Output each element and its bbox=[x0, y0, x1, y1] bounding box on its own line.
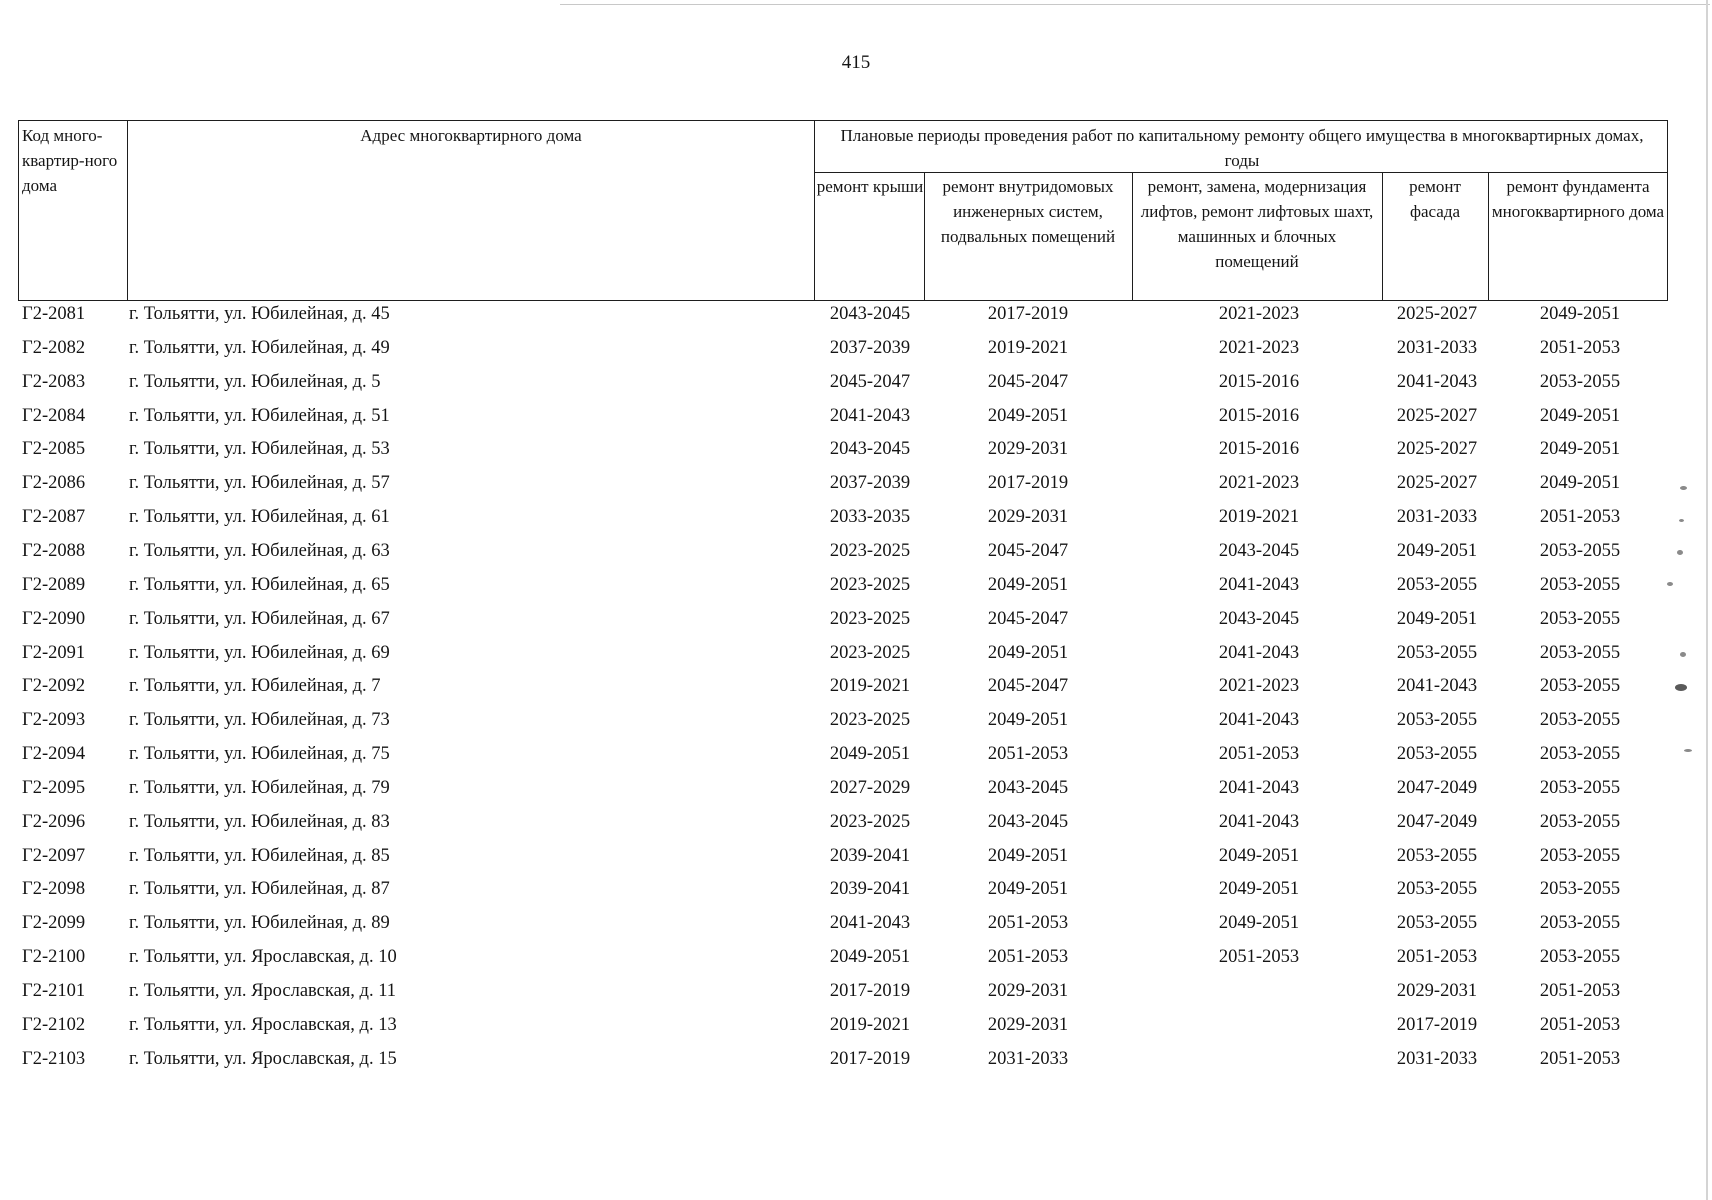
cell-facade: 2041-2043 bbox=[1396, 676, 1478, 697]
table-row bbox=[0, 541, 1712, 575]
cell-roof: 2043-2045 bbox=[829, 439, 911, 460]
cell-address: г. Тольятти, ул. Юбилейная, д. 89 bbox=[129, 913, 390, 934]
cell-lifts: 2041-2043 bbox=[1218, 710, 1300, 731]
cell-roof: 2019-2021 bbox=[829, 1014, 911, 1035]
cell-facade: 2031-2033 bbox=[1396, 337, 1478, 358]
table-row bbox=[0, 1049, 1712, 1083]
cell-address: г. Тольятти, ул. Юбилейная, д. 63 bbox=[129, 540, 390, 561]
cell-lifts: 2041-2043 bbox=[1218, 811, 1300, 832]
header-foundation: ремонт фундамента многоквартирного дома bbox=[1491, 177, 1665, 221]
cell-foundation: 2051-2053 bbox=[1539, 1014, 1621, 1035]
cell-code: Г2-2100 bbox=[22, 947, 86, 968]
header-address: Адрес многоквартирного дома bbox=[360, 126, 582, 145]
cell-foundation: 2051-2053 bbox=[1539, 981, 1621, 1001]
cell-systems: 2029-2031 bbox=[987, 439, 1069, 460]
table-border bbox=[814, 120, 815, 301]
header-lifts: ремонт, замена, модернизация лифтов, ремонт лифтовых шахт, машинных и блочных помещений bbox=[1140, 177, 1374, 271]
cell-code: Г2-2099 bbox=[22, 913, 86, 934]
cell-systems: 2031-2033 bbox=[987, 1048, 1069, 1069]
table-row bbox=[0, 947, 1712, 981]
cell-code: Г2-2095 bbox=[22, 777, 86, 798]
scan-speck bbox=[1667, 582, 1673, 586]
cell-systems: 2045-2047 bbox=[987, 540, 1069, 561]
cell-systems: 2049-2051 bbox=[987, 642, 1069, 663]
cell-facade: 2047-2049 bbox=[1396, 811, 1478, 832]
cell-roof: 2045-2047 bbox=[829, 371, 911, 392]
cell-address: г. Тольятти, ул. Юбилейная, д. 65 bbox=[129, 574, 390, 595]
cell-facade: 2029-2031 bbox=[1396, 981, 1478, 1001]
scan-speck bbox=[1675, 684, 1687, 691]
cell-systems: 2049-2051 bbox=[987, 845, 1069, 866]
scan-speck bbox=[1680, 652, 1686, 657]
table-row bbox=[0, 846, 1712, 880]
header-code: Код много-квартир-ного дома bbox=[22, 126, 118, 195]
cell-lifts: 2015-2016 bbox=[1218, 405, 1300, 426]
scan-speck bbox=[1679, 519, 1684, 522]
table-border bbox=[18, 120, 19, 301]
cell-code: Г2-2091 bbox=[22, 642, 86, 663]
cell-facade: 2049-2051 bbox=[1396, 540, 1478, 561]
cell-lifts: 2051-2053 bbox=[1218, 744, 1300, 765]
cell-roof: 2041-2043 bbox=[829, 405, 911, 426]
table-border bbox=[1132, 172, 1133, 301]
cell-code: Г2-2081 bbox=[22, 304, 86, 324]
cell-code: Г2-2103 bbox=[22, 1048, 86, 1069]
cell-roof: 2023-2025 bbox=[829, 710, 911, 731]
cell-lifts: 2043-2045 bbox=[1218, 540, 1300, 561]
cell-code: Г2-2096 bbox=[22, 811, 86, 832]
cell-roof: 2039-2041 bbox=[829, 845, 911, 866]
cell-facade: 2031-2033 bbox=[1396, 507, 1478, 528]
cell-lifts: 2015-2016 bbox=[1218, 371, 1300, 392]
cell-roof: 2037-2039 bbox=[829, 337, 911, 358]
table-row bbox=[0, 304, 1712, 338]
cell-foundation: 2049-2051 bbox=[1539, 405, 1621, 426]
cell-address: г. Тольятти, ул. Ярославская, д. 13 bbox=[129, 1014, 397, 1035]
cell-address: г. Тольятти, ул. Юбилейная, д. 49 bbox=[129, 337, 390, 358]
table-border bbox=[18, 300, 1668, 301]
cell-lifts: 2041-2043 bbox=[1218, 574, 1300, 595]
table-row bbox=[0, 1015, 1712, 1049]
cell-systems: 2051-2053 bbox=[987, 947, 1069, 968]
cell-code: Г2-2086 bbox=[22, 473, 86, 494]
cell-address: г. Тольятти, ул. Юбилейная, д. 5 bbox=[129, 371, 381, 392]
cell-roof: 2023-2025 bbox=[829, 574, 911, 595]
table-border bbox=[1382, 172, 1383, 301]
cell-lifts: 2041-2043 bbox=[1218, 642, 1300, 663]
cell-facade: 2053-2055 bbox=[1396, 710, 1478, 731]
cell-code: Г2-2082 bbox=[22, 337, 86, 358]
table-border bbox=[18, 120, 1668, 121]
cell-address: г. Тольятти, ул. Юбилейная, д. 7 bbox=[129, 676, 381, 697]
table-row bbox=[0, 575, 1712, 609]
cell-roof: 2023-2025 bbox=[829, 642, 911, 663]
cell-facade: 2051-2053 bbox=[1396, 947, 1478, 968]
cell-systems: 2051-2053 bbox=[987, 913, 1069, 934]
cell-code: Г2-2093 bbox=[22, 710, 86, 731]
cell-code: Г2-2083 bbox=[22, 371, 86, 392]
cell-foundation: 2049-2051 bbox=[1539, 439, 1621, 460]
cell-facade: 2053-2055 bbox=[1396, 845, 1478, 866]
cell-systems: 2045-2047 bbox=[987, 676, 1069, 697]
cell-address: г. Тольятти, ул. Юбилейная, д. 51 bbox=[129, 405, 390, 426]
cell-lifts: 2015-2016 bbox=[1218, 439, 1300, 460]
cell-code: Г2-2088 bbox=[22, 540, 86, 561]
cell-systems: 2051-2053 bbox=[987, 744, 1069, 765]
cell-facade: 2031-2033 bbox=[1396, 1048, 1478, 1069]
page-number: 415 bbox=[841, 52, 871, 73]
cell-address: г. Тольятти, ул. Юбилейная, д. 67 bbox=[129, 608, 390, 629]
cell-roof: 2049-2051 bbox=[829, 947, 911, 968]
cell-address: г. Тольятти, ул. Юбилейная, д. 85 bbox=[129, 845, 390, 866]
cell-foundation: 2053-2055 bbox=[1539, 642, 1621, 663]
table-row bbox=[0, 338, 1712, 372]
cell-systems: 2049-2051 bbox=[987, 879, 1069, 900]
cell-roof: 2023-2025 bbox=[829, 811, 911, 832]
cell-roof: 2023-2025 bbox=[829, 540, 911, 561]
cell-facade: 2053-2055 bbox=[1396, 879, 1478, 900]
cell-address: г. Тольятти, ул. Юбилейная, д. 75 bbox=[129, 744, 390, 765]
cell-foundation: 2053-2055 bbox=[1539, 879, 1621, 900]
table-row bbox=[0, 473, 1712, 507]
header-systems: ремонт внутридомовых инженерных систем, подвальных помещений bbox=[940, 177, 1116, 246]
cell-foundation: 2053-2055 bbox=[1539, 744, 1621, 765]
cell-systems: 2029-2031 bbox=[987, 981, 1069, 1001]
table-row bbox=[0, 643, 1712, 677]
cell-foundation: 2053-2055 bbox=[1539, 608, 1621, 629]
table-row bbox=[0, 439, 1712, 473]
cell-foundation: 2051-2053 bbox=[1539, 507, 1621, 528]
table-border bbox=[924, 172, 925, 301]
cell-systems: 2043-2045 bbox=[987, 811, 1069, 832]
cell-roof: 2023-2025 bbox=[829, 608, 911, 629]
cell-lifts: 2021-2023 bbox=[1218, 473, 1300, 494]
cell-roof: 2043-2045 bbox=[829, 304, 911, 324]
cell-lifts: 2049-2051 bbox=[1218, 879, 1300, 900]
table-row bbox=[0, 744, 1712, 778]
scan-edge-line bbox=[560, 4, 1710, 5]
cell-code: Г2-2089 bbox=[22, 574, 86, 595]
scan-speck bbox=[1684, 749, 1692, 752]
cell-facade: 2017-2019 bbox=[1396, 1014, 1478, 1035]
table-border bbox=[127, 120, 128, 301]
cell-systems: 2029-2031 bbox=[987, 1014, 1069, 1035]
header-facade: ремонт фасада bbox=[1409, 177, 1461, 221]
cell-address: г. Тольятти, ул. Юбилейная, д. 53 bbox=[129, 439, 390, 460]
cell-foundation: 2053-2055 bbox=[1539, 845, 1621, 866]
header-roof: ремонт крыши bbox=[816, 177, 924, 196]
cell-foundation: 2053-2055 bbox=[1539, 913, 1621, 934]
cell-systems: 2043-2045 bbox=[987, 777, 1069, 798]
cell-foundation: 2053-2055 bbox=[1539, 811, 1621, 832]
table-row bbox=[0, 879, 1712, 913]
cell-facade: 2025-2027 bbox=[1396, 405, 1478, 426]
table-row bbox=[0, 710, 1712, 744]
cell-roof: 2041-2043 bbox=[829, 913, 911, 934]
cell-lifts: 2019-2021 bbox=[1218, 507, 1300, 528]
cell-roof: 2017-2019 bbox=[829, 981, 911, 1001]
cell-code: Г2-2084 bbox=[22, 405, 86, 426]
cell-code: Г2-2090 bbox=[22, 608, 86, 629]
cell-facade: 2049-2051 bbox=[1396, 608, 1478, 629]
table-row bbox=[0, 812, 1712, 846]
cell-lifts: 2021-2023 bbox=[1218, 337, 1300, 358]
cell-systems: 2045-2047 bbox=[987, 608, 1069, 629]
cell-code: Г2-2097 bbox=[22, 845, 86, 866]
cell-foundation: 2053-2055 bbox=[1539, 574, 1621, 595]
cell-roof: 2017-2019 bbox=[829, 1048, 911, 1069]
table-row bbox=[0, 676, 1712, 710]
cell-foundation: 2049-2051 bbox=[1539, 304, 1621, 324]
table-row bbox=[0, 913, 1712, 947]
cell-systems: 2029-2031 bbox=[987, 507, 1069, 528]
cell-systems: 2019-2021 bbox=[987, 337, 1069, 358]
cell-address: г. Тольятти, ул. Юбилейная, д. 87 bbox=[129, 879, 390, 900]
scan-speck bbox=[1680, 486, 1687, 490]
cell-code: Г2-2087 bbox=[22, 507, 86, 528]
scan-speck bbox=[1677, 550, 1683, 555]
cell-roof: 2039-2041 bbox=[829, 879, 911, 900]
cell-foundation: 2049-2051 bbox=[1539, 473, 1621, 494]
cell-systems: 2049-2051 bbox=[987, 574, 1069, 595]
cell-roof: 2037-2039 bbox=[829, 473, 911, 494]
cell-lifts: 2021-2023 bbox=[1218, 676, 1300, 697]
cell-code: Г2-2094 bbox=[22, 744, 86, 765]
cell-foundation: 2053-2055 bbox=[1539, 710, 1621, 731]
cell-lifts: 2021-2023 bbox=[1218, 304, 1300, 324]
table-row bbox=[0, 406, 1712, 440]
header-periods-group: Плановые периоды проведения работ по капитальному ремонту общего имущества в многоквартирных домах, годы bbox=[840, 126, 1644, 170]
cell-code: Г2-2092 bbox=[22, 676, 86, 697]
table-row bbox=[0, 778, 1712, 812]
cell-address: г. Тольятти, ул. Юбилейная, д. 79 bbox=[129, 777, 390, 798]
table-row bbox=[0, 981, 1712, 1015]
cell-foundation: 2051-2053 bbox=[1539, 337, 1621, 358]
cell-code: Г2-2085 bbox=[22, 439, 86, 460]
cell-address: г. Тольятти, ул. Ярославская, д. 10 bbox=[129, 947, 397, 968]
cell-address: г. Тольятти, ул. Юбилейная, д. 83 bbox=[129, 811, 390, 832]
cell-foundation: 2053-2055 bbox=[1539, 371, 1621, 392]
cell-lifts: 2041-2043 bbox=[1218, 777, 1300, 798]
cell-lifts: 2051-2053 bbox=[1218, 947, 1300, 968]
cell-address: г. Тольятти, ул. Ярославская, д. 15 bbox=[129, 1048, 397, 1069]
table-row bbox=[0, 372, 1712, 406]
cell-systems: 2017-2019 bbox=[987, 304, 1069, 324]
table-border bbox=[814, 172, 1668, 173]
table-border bbox=[1667, 120, 1668, 301]
cell-foundation: 2053-2055 bbox=[1539, 777, 1621, 798]
cell-systems: 2045-2047 bbox=[987, 371, 1069, 392]
cell-lifts: 2043-2045 bbox=[1218, 608, 1300, 629]
cell-facade: 2025-2027 bbox=[1396, 439, 1478, 460]
cell-facade: 2047-2049 bbox=[1396, 777, 1478, 798]
cell-roof: 2049-2051 bbox=[829, 744, 911, 765]
cell-roof: 2019-2021 bbox=[829, 676, 911, 697]
cell-address: г. Тольятти, ул. Юбилейная, д. 45 bbox=[129, 304, 390, 324]
cell-facade: 2025-2027 bbox=[1396, 473, 1478, 494]
cell-foundation: 2053-2055 bbox=[1539, 947, 1621, 968]
cell-code: Г2-2101 bbox=[22, 981, 86, 1001]
cell-foundation: 2051-2053 bbox=[1539, 1048, 1621, 1069]
cell-lifts: 2049-2051 bbox=[1218, 845, 1300, 866]
cell-address: г. Тольятти, ул. Юбилейная, д. 73 bbox=[129, 710, 390, 731]
cell-lifts: 2049-2051 bbox=[1218, 913, 1300, 934]
cell-facade: 2053-2055 bbox=[1396, 642, 1478, 663]
cell-systems: 2049-2051 bbox=[987, 710, 1069, 731]
cell-roof: 2027-2029 bbox=[829, 777, 911, 798]
cell-systems: 2049-2051 bbox=[987, 405, 1069, 426]
cell-facade: 2041-2043 bbox=[1396, 371, 1478, 392]
cell-systems: 2017-2019 bbox=[987, 473, 1069, 494]
cell-facade: 2025-2027 bbox=[1396, 304, 1478, 324]
cell-address: г. Тольятти, ул. Юбилейная, д. 69 bbox=[129, 642, 390, 663]
cell-roof: 2033-2035 bbox=[829, 507, 911, 528]
cell-address: г. Тольятти, ул. Юбилейная, д. 61 bbox=[129, 507, 390, 528]
cell-code: Г2-2102 bbox=[22, 1014, 86, 1035]
table-row bbox=[0, 507, 1712, 541]
cell-foundation: 2053-2055 bbox=[1539, 676, 1621, 697]
cell-code: Г2-2098 bbox=[22, 879, 86, 900]
cell-facade: 2053-2055 bbox=[1396, 913, 1478, 934]
cell-address: г. Тольятти, ул. Ярославская, д. 11 bbox=[129, 981, 397, 1001]
table-border bbox=[1488, 172, 1489, 301]
cell-foundation: 2053-2055 bbox=[1539, 540, 1621, 561]
cell-facade: 2053-2055 bbox=[1396, 574, 1478, 595]
table-row bbox=[0, 609, 1712, 643]
cell-address: г. Тольятти, ул. Юбилейная, д. 57 bbox=[129, 473, 390, 494]
cell-facade: 2053-2055 bbox=[1396, 744, 1478, 765]
